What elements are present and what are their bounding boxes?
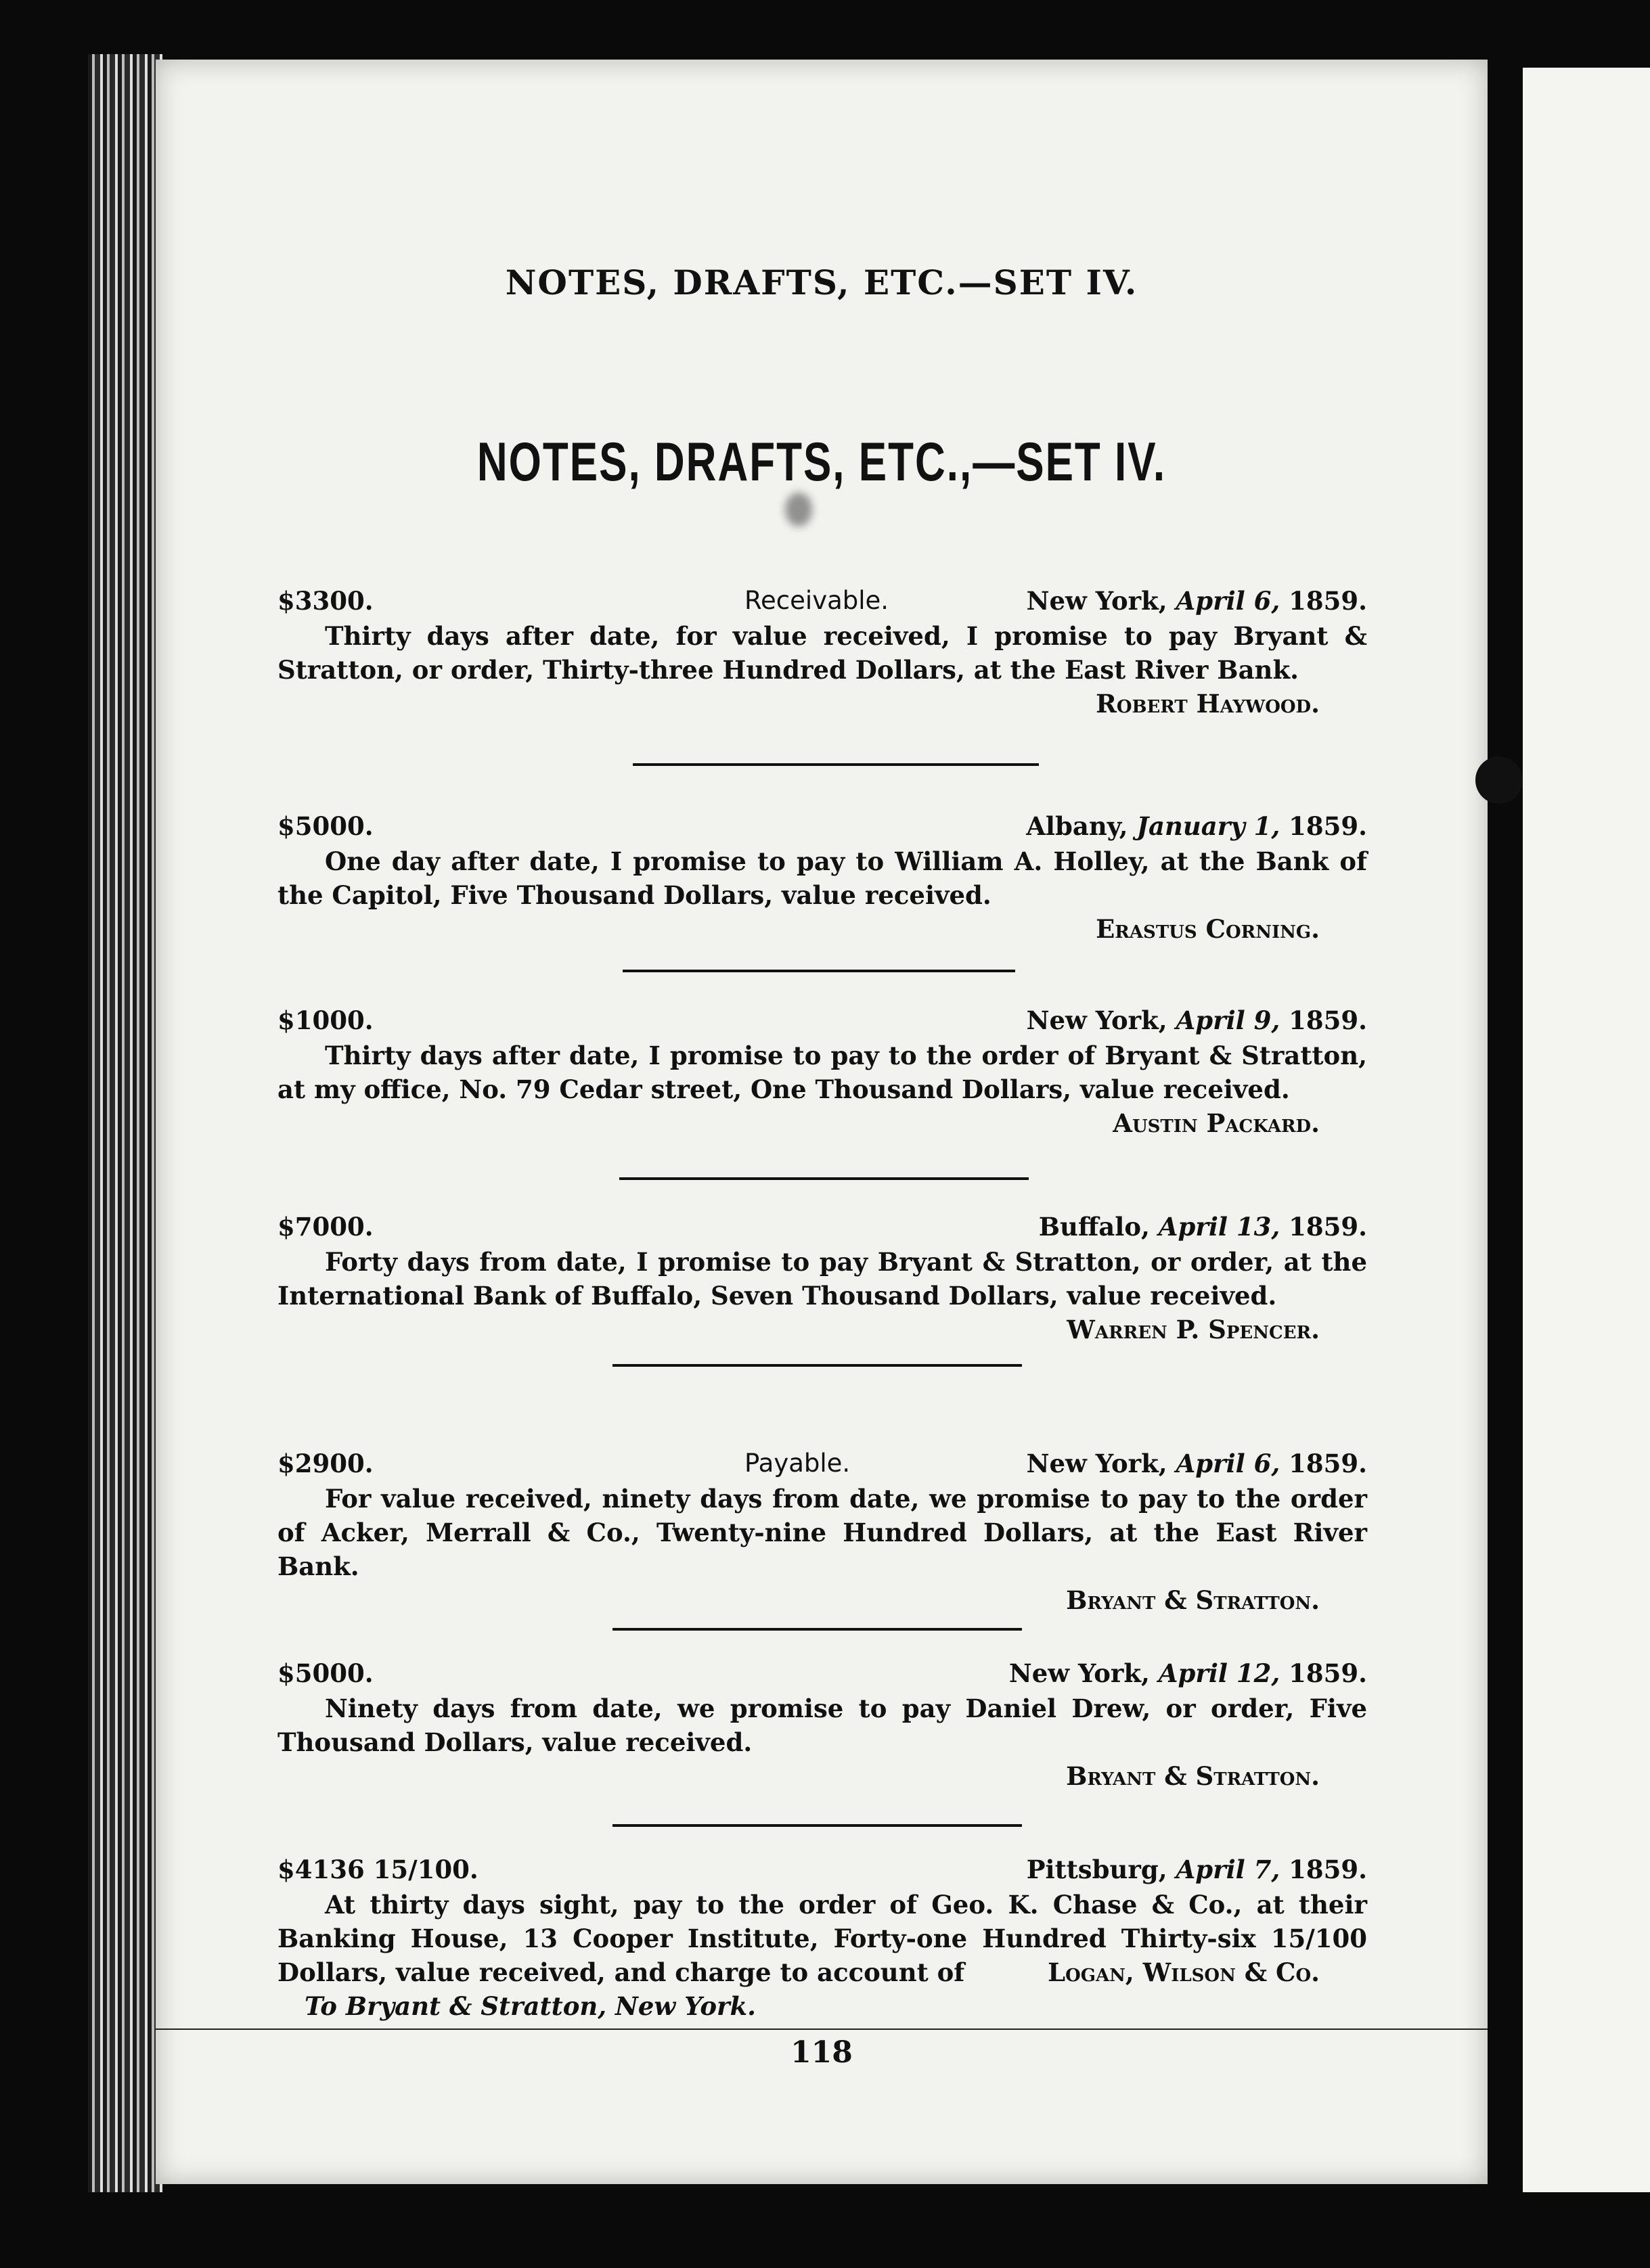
note-amount: $7000. <box>277 1212 374 1242</box>
running-head: NOTES, DRAFTS, ETC.—SET IV. <box>505 263 1138 302</box>
note-signer: Logan, Wilson & Co. <box>1048 1957 1320 1987</box>
page-bottom-rule <box>156 2028 1488 2030</box>
divider-rule <box>612 1628 1022 1631</box>
note-entry <box>277 584 1367 721</box>
divider-rule <box>623 970 1015 972</box>
note-place-date: Albany, January 1, 1859. <box>1026 811 1367 841</box>
document-page <box>156 60 1488 2184</box>
draft-footer <box>277 1957 1367 2023</box>
note-text: Thirty days after date, for value received, I promise to pay Bryant & Stratton, or order, Thirty-three Hundred Dollars, at the East River Bank. <box>277 621 1367 685</box>
note-signer: Bryant & Stratton. <box>1066 1585 1320 1615</box>
adjacent-page <box>1523 68 1650 2192</box>
divider-rule <box>619 1177 1029 1180</box>
note-text: Thirty days after date, I promise to pay to the order of Bryant & Stratton, at my office, No. 79 Cedar street, One Thousand Dollars, value received. <box>277 1041 1367 1104</box>
note-text: Ninety days from date, we promise to pay Daniel Drew, or order, Five Thousand Dollars, value received. <box>277 1694 1367 1757</box>
note-signer: Austin Packard. <box>1113 1108 1320 1138</box>
note-place-date: New York, April 12, 1859. <box>1008 1658 1367 1688</box>
divider-rule <box>612 1824 1022 1827</box>
note-signer: Warren P. Spencer. <box>1067 1315 1320 1344</box>
draft-drawee: To Bryant & Stratton, New York. <box>305 1991 757 2021</box>
page-number: 118 <box>790 2035 853 2070</box>
divider-rule <box>633 763 1039 766</box>
divider-rule <box>612 1364 1022 1367</box>
section-label-receivable: Receivable. <box>744 586 889 615</box>
note-place-date: New York, April 6, 1859. <box>1026 586 1367 616</box>
note-place-date: Buffalo, April 13, 1859. <box>1038 1212 1367 1242</box>
ink-smudge <box>785 493 812 526</box>
note-signer: Erastus Corning. <box>1096 914 1320 944</box>
note-text: At thirty days sight, pay to the order of Geo. K. Chase & Co., at their Banking House, 13 Cooper Institute, Forty-one Hundred Thirty-six 15/100 Dollars, value received, and charge to account of <box>277 1890 1367 1987</box>
note-text: For value received, ninety days from date, we promise to pay to the order of Acker, Merrall & Co., Twenty-nine Hundred Dollars, at the East River Bank. <box>277 1484 1367 1581</box>
book-binding <box>88 54 162 2192</box>
note-place-date: Pittsburg, April 7, 1859. <box>1026 1855 1367 1884</box>
note-amount: $3300. <box>277 586 374 616</box>
note-amount: $2900. <box>277 1449 374 1478</box>
note-amount: $4136 15/100. <box>277 1855 478 1884</box>
note-entry <box>277 1656 1367 1793</box>
page-title: NOTES, DRAFTS, ETC.,—SET IV. <box>476 432 1167 493</box>
note-signer: Robert Haywood. <box>1096 689 1320 719</box>
note-place-date: New York, April 6, 1859. <box>1026 1449 1367 1478</box>
draft-entry <box>277 1853 1367 2023</box>
note-entry <box>277 1003 1367 1140</box>
note-amount: $5000. <box>277 1658 374 1688</box>
note-text: One day after date, I promise to pay to William A. Holley, at the Bank of the Capitol, Five Thousand Dollars, value received. <box>277 846 1367 910</box>
note-signer: Bryant & Stratton. <box>1066 1761 1320 1791</box>
note-place-date: New York, April 9, 1859. <box>1026 1005 1367 1035</box>
ink-blot <box>1475 756 1523 804</box>
note-entry <box>277 809 1367 946</box>
note-text: Forty days from date, I promise to pay Bryant & Stratton, or order, at the International Bank of Buffalo, Seven Thousand Dollars, value received. <box>277 1247 1367 1311</box>
section-label-payable: Payable. <box>744 1449 851 1478</box>
note-amount: $1000. <box>277 1005 374 1035</box>
note-entry <box>277 1210 1367 1346</box>
note-amount: $5000. <box>277 811 374 841</box>
note-entry <box>277 1447 1367 1617</box>
